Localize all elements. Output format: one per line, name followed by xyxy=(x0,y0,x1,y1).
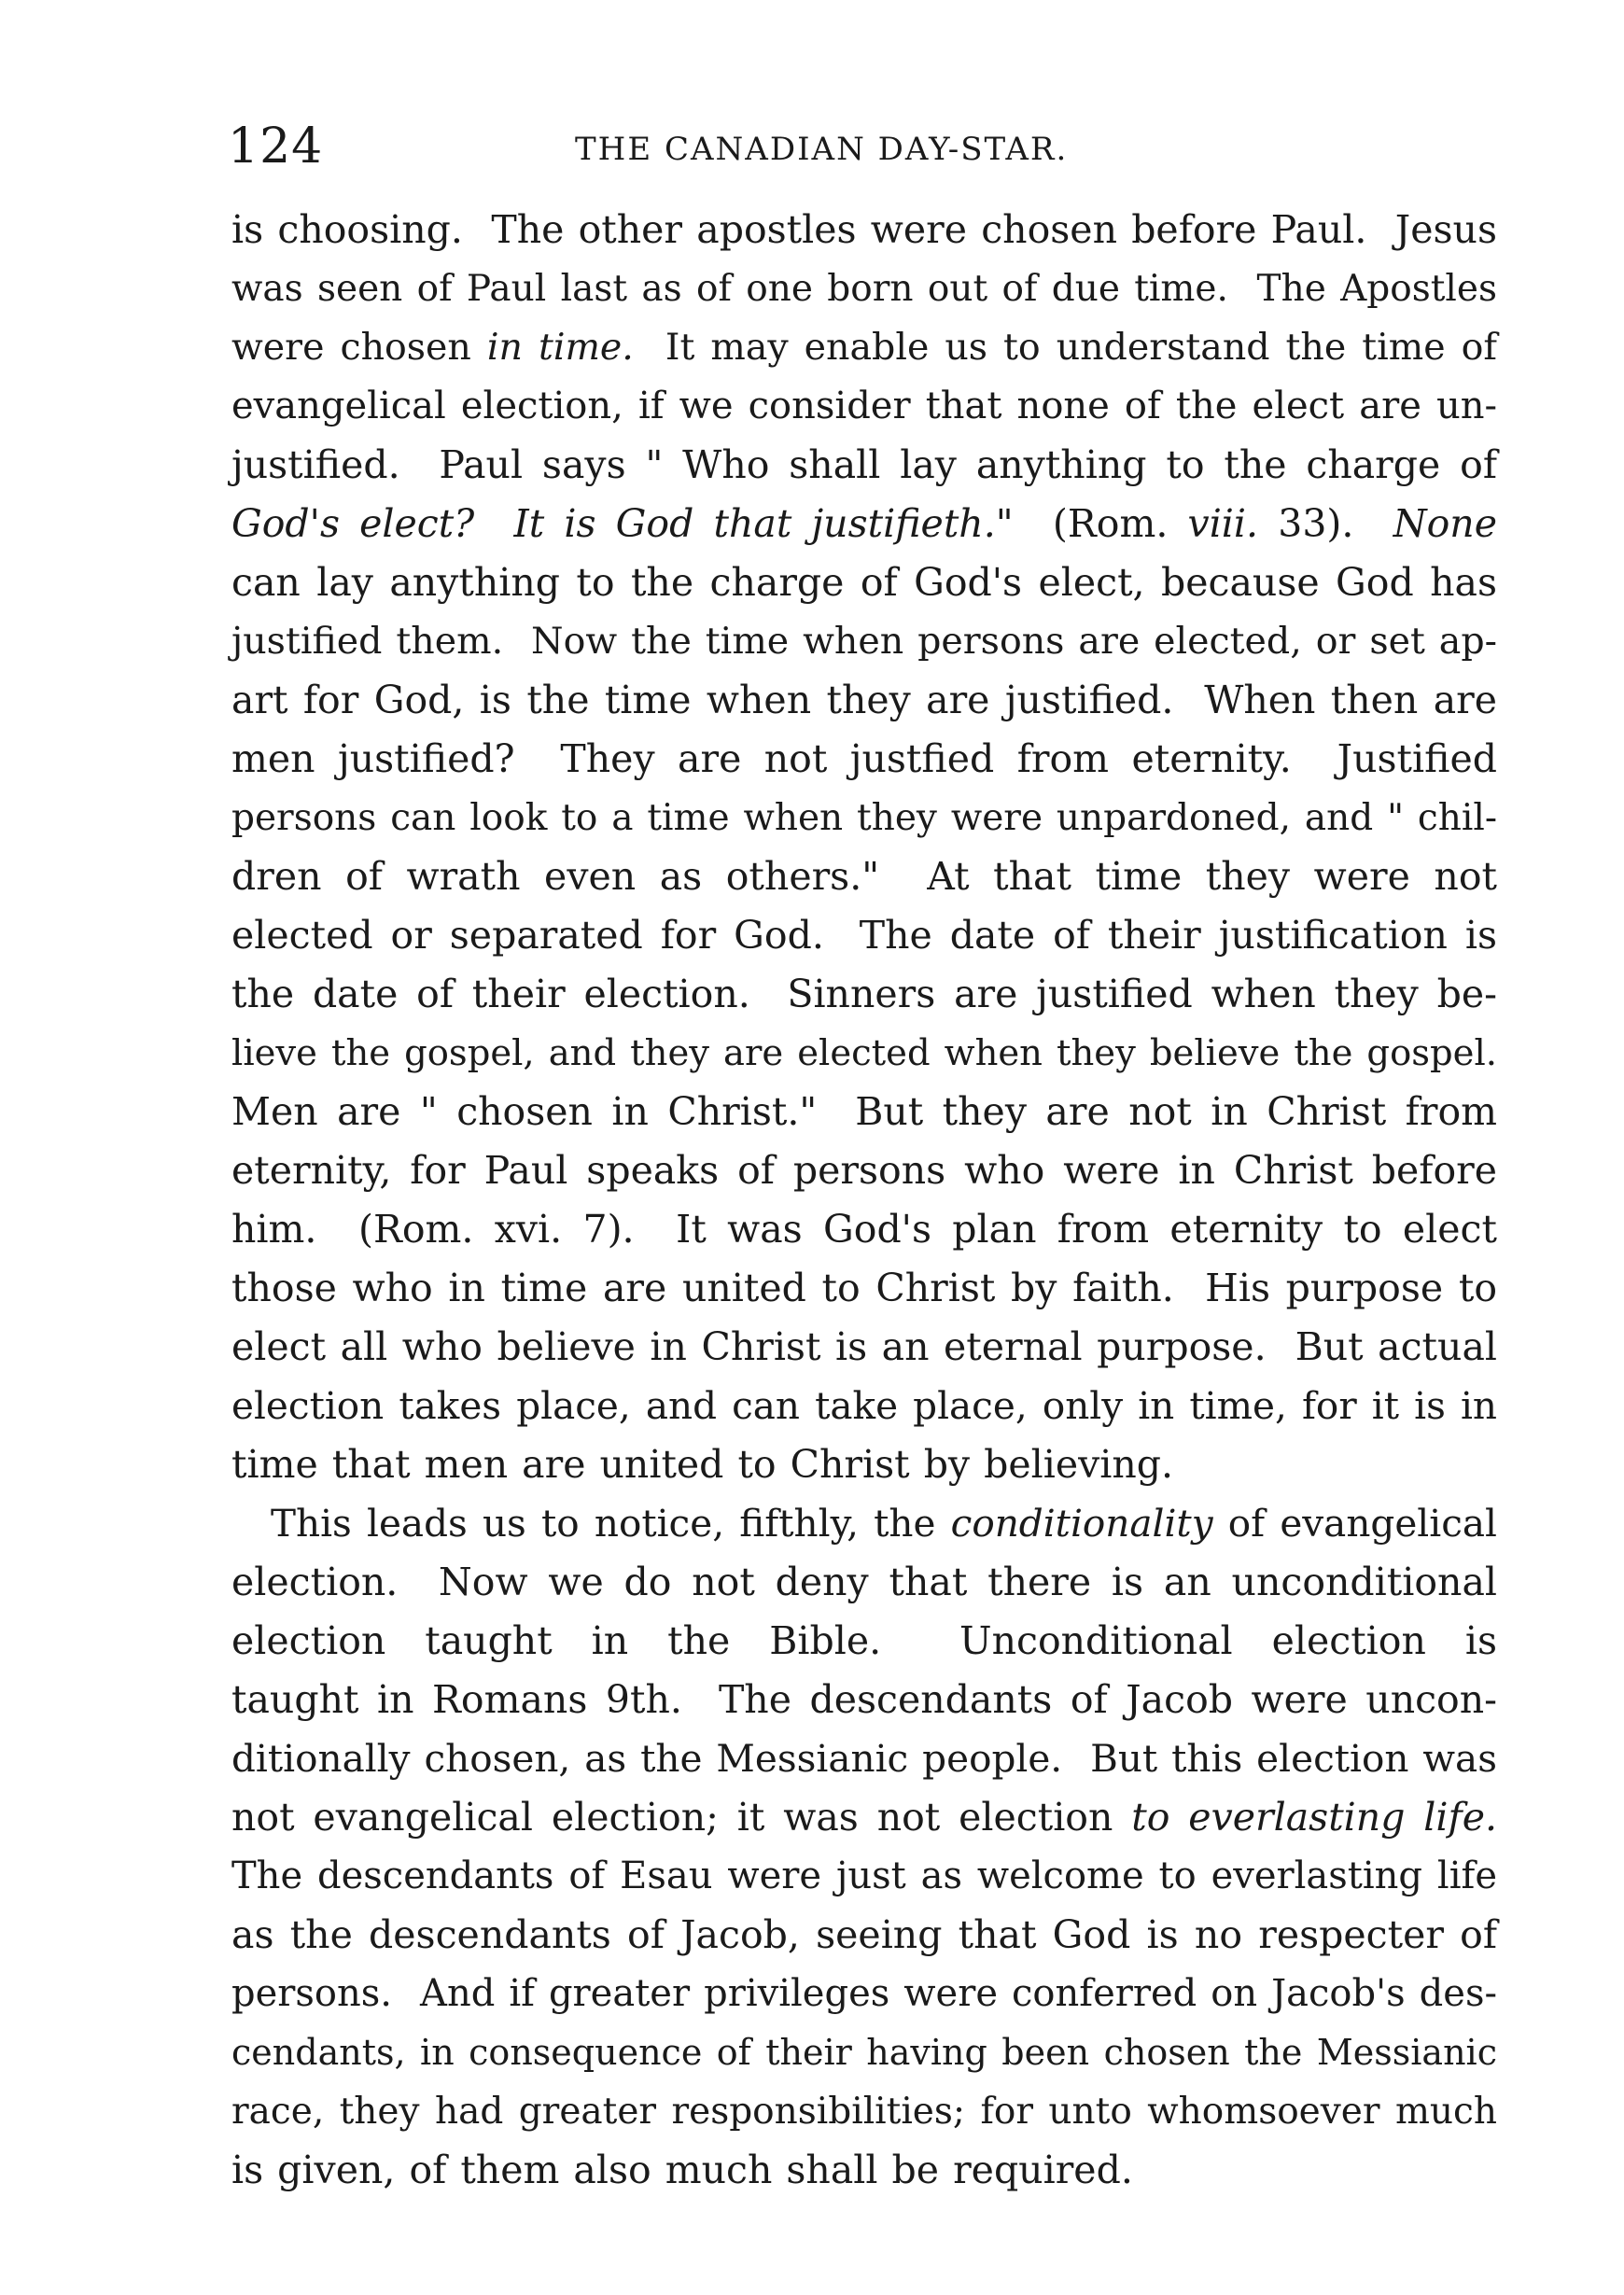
text-segment: elect all who believe in Christ is an eternal purpose. But actual xyxy=(231,1324,1497,1369)
text-line xyxy=(231,259,1497,318)
running-title: THE CANADIAN DAY-STAR. xyxy=(575,131,1069,168)
text-segment: evangelical election, if we consider that none of the elect are un- xyxy=(231,385,1497,427)
text-segment: The descendants of Esau were just as welcome to everlasting life xyxy=(231,1854,1497,1897)
text-segment: him. (Rom. xvi. 7). It was God's plan from eternity to elect xyxy=(231,1207,1497,1252)
text-segment: It may enable us to understand the time of xyxy=(633,326,1497,369)
text-line xyxy=(231,789,1497,847)
text-segment: the date of their election. Sinners are justified when they be- xyxy=(231,972,1497,1016)
text-line xyxy=(231,1377,1497,1435)
text-line xyxy=(231,2023,1497,2082)
text-line xyxy=(231,1024,1497,1083)
text-segment: race, they had greater responsibilities; for unto whomsoever much xyxy=(231,2091,1497,2133)
text-line xyxy=(231,318,1497,377)
text-segment: as the descendants of Jacob, seeing that God is no respecter of xyxy=(231,1912,1497,1957)
text-segment: can lay anything to the charge of God's elect, because God has xyxy=(231,560,1497,605)
text-segment: taught in Romans 9th. The descendants of Jacob were uncon- xyxy=(231,1677,1497,1722)
text-line xyxy=(231,1612,1497,1671)
text-line xyxy=(231,1200,1497,1259)
text-line xyxy=(231,612,1497,671)
text-segment: those who in time are united to Christ by faith. His purpose to xyxy=(231,1266,1497,1310)
text-line xyxy=(231,1553,1497,1612)
text-line xyxy=(231,2141,1497,2200)
text-segment: is given, of them also much shall be required. xyxy=(231,2148,1133,2192)
italic-text: in time. xyxy=(486,326,634,369)
text-segment: cendants, in consequence of their having been chosen the Messianic xyxy=(231,2032,1497,2073)
text-line xyxy=(231,1083,1497,1141)
italic-text: None xyxy=(1393,501,1497,546)
text-line xyxy=(231,1671,1497,1729)
body-text xyxy=(231,201,1497,2200)
text-line xyxy=(231,1435,1497,1494)
text-segment: was seen of Paul last as of one born out of due time. The Apostles xyxy=(231,268,1497,310)
text-line xyxy=(231,730,1497,789)
text-segment: justified. Paul says " Who shall lay anything to the charge of xyxy=(231,442,1497,487)
text-line xyxy=(231,553,1497,612)
text-segment: (Rom. xyxy=(1013,501,1188,546)
running-head xyxy=(228,114,1497,179)
text-segment: election. Now we do not deny that there is an unconditional xyxy=(231,1560,1497,1604)
text-line xyxy=(231,1729,1497,1788)
text-line xyxy=(231,1494,1497,1553)
text-segment: elected or separated for God. The date of their justification is xyxy=(231,913,1497,958)
text-segment: art for God, is the time when they are justified. When then are xyxy=(231,678,1497,722)
text-segment: of evangelical xyxy=(1212,1501,1497,1546)
italic-text: conditionality xyxy=(950,1501,1213,1546)
italic-text: viii. xyxy=(1187,501,1259,546)
text-segment: dren of wrath even as others." At that time they were not xyxy=(231,854,1497,899)
text-segment: eternity, for Paul speaks of persons who were in Christ before xyxy=(231,1148,1497,1193)
italic-text: God's elect? It is God that justifieth." xyxy=(231,501,1014,546)
text-segment: time that men are united to Christ by believing. xyxy=(231,1442,1174,1487)
text-segment: justified them. Now the time when persons are elected, or set ap- xyxy=(231,620,1497,663)
text-line xyxy=(231,495,1497,553)
italic-text: to everlasting life. xyxy=(1131,1795,1497,1840)
text-line xyxy=(231,1318,1497,1377)
text-segment: This leads us to notice, fifthly, the xyxy=(271,1501,951,1546)
text-segment: men justified? They are not justfied from eternity. Justified xyxy=(231,736,1497,781)
text-segment: election takes place, and can take place, only in time, for it is in xyxy=(231,1383,1497,1428)
text-segment: is choosing. The other apostles were chosen before Paul. Jesus xyxy=(231,207,1497,252)
text-segment: election taught in the Bible. Unconditional election is xyxy=(231,1618,1497,1663)
text-line xyxy=(231,847,1497,906)
text-line xyxy=(231,965,1497,1024)
text-line xyxy=(231,377,1497,436)
text-line xyxy=(231,1906,1497,1965)
text-segment: ditionally chosen, as the Messianic people. But this election was xyxy=(231,1736,1497,1781)
page-number: 124 xyxy=(228,119,324,175)
text-line xyxy=(231,906,1497,965)
text-segment: were chosen xyxy=(231,326,487,369)
text-line xyxy=(231,201,1497,259)
text-line xyxy=(231,2082,1497,2141)
text-line xyxy=(231,1847,1497,1906)
text-line xyxy=(231,1788,1497,1847)
text-segment: not evangelical election; it was not election xyxy=(231,1795,1132,1840)
text-segment: persons can look to a time when they were unpardoned, and " chil- xyxy=(231,797,1497,839)
text-segment: 33). xyxy=(1258,501,1393,546)
text-segment: lieve the gospel, and they are elected when they believe the gospel. xyxy=(231,1032,1497,1074)
text-line xyxy=(231,1965,1497,2023)
text-segment: persons. And if greater privileges were conferred on Jacob's des- xyxy=(231,1972,1497,2015)
text-line xyxy=(231,1141,1497,1200)
text-line xyxy=(231,436,1497,495)
text-line xyxy=(231,671,1497,730)
text-segment: Men are " chosen in Christ." But they are not in Christ from xyxy=(231,1089,1497,1134)
text-line xyxy=(231,1259,1497,1318)
